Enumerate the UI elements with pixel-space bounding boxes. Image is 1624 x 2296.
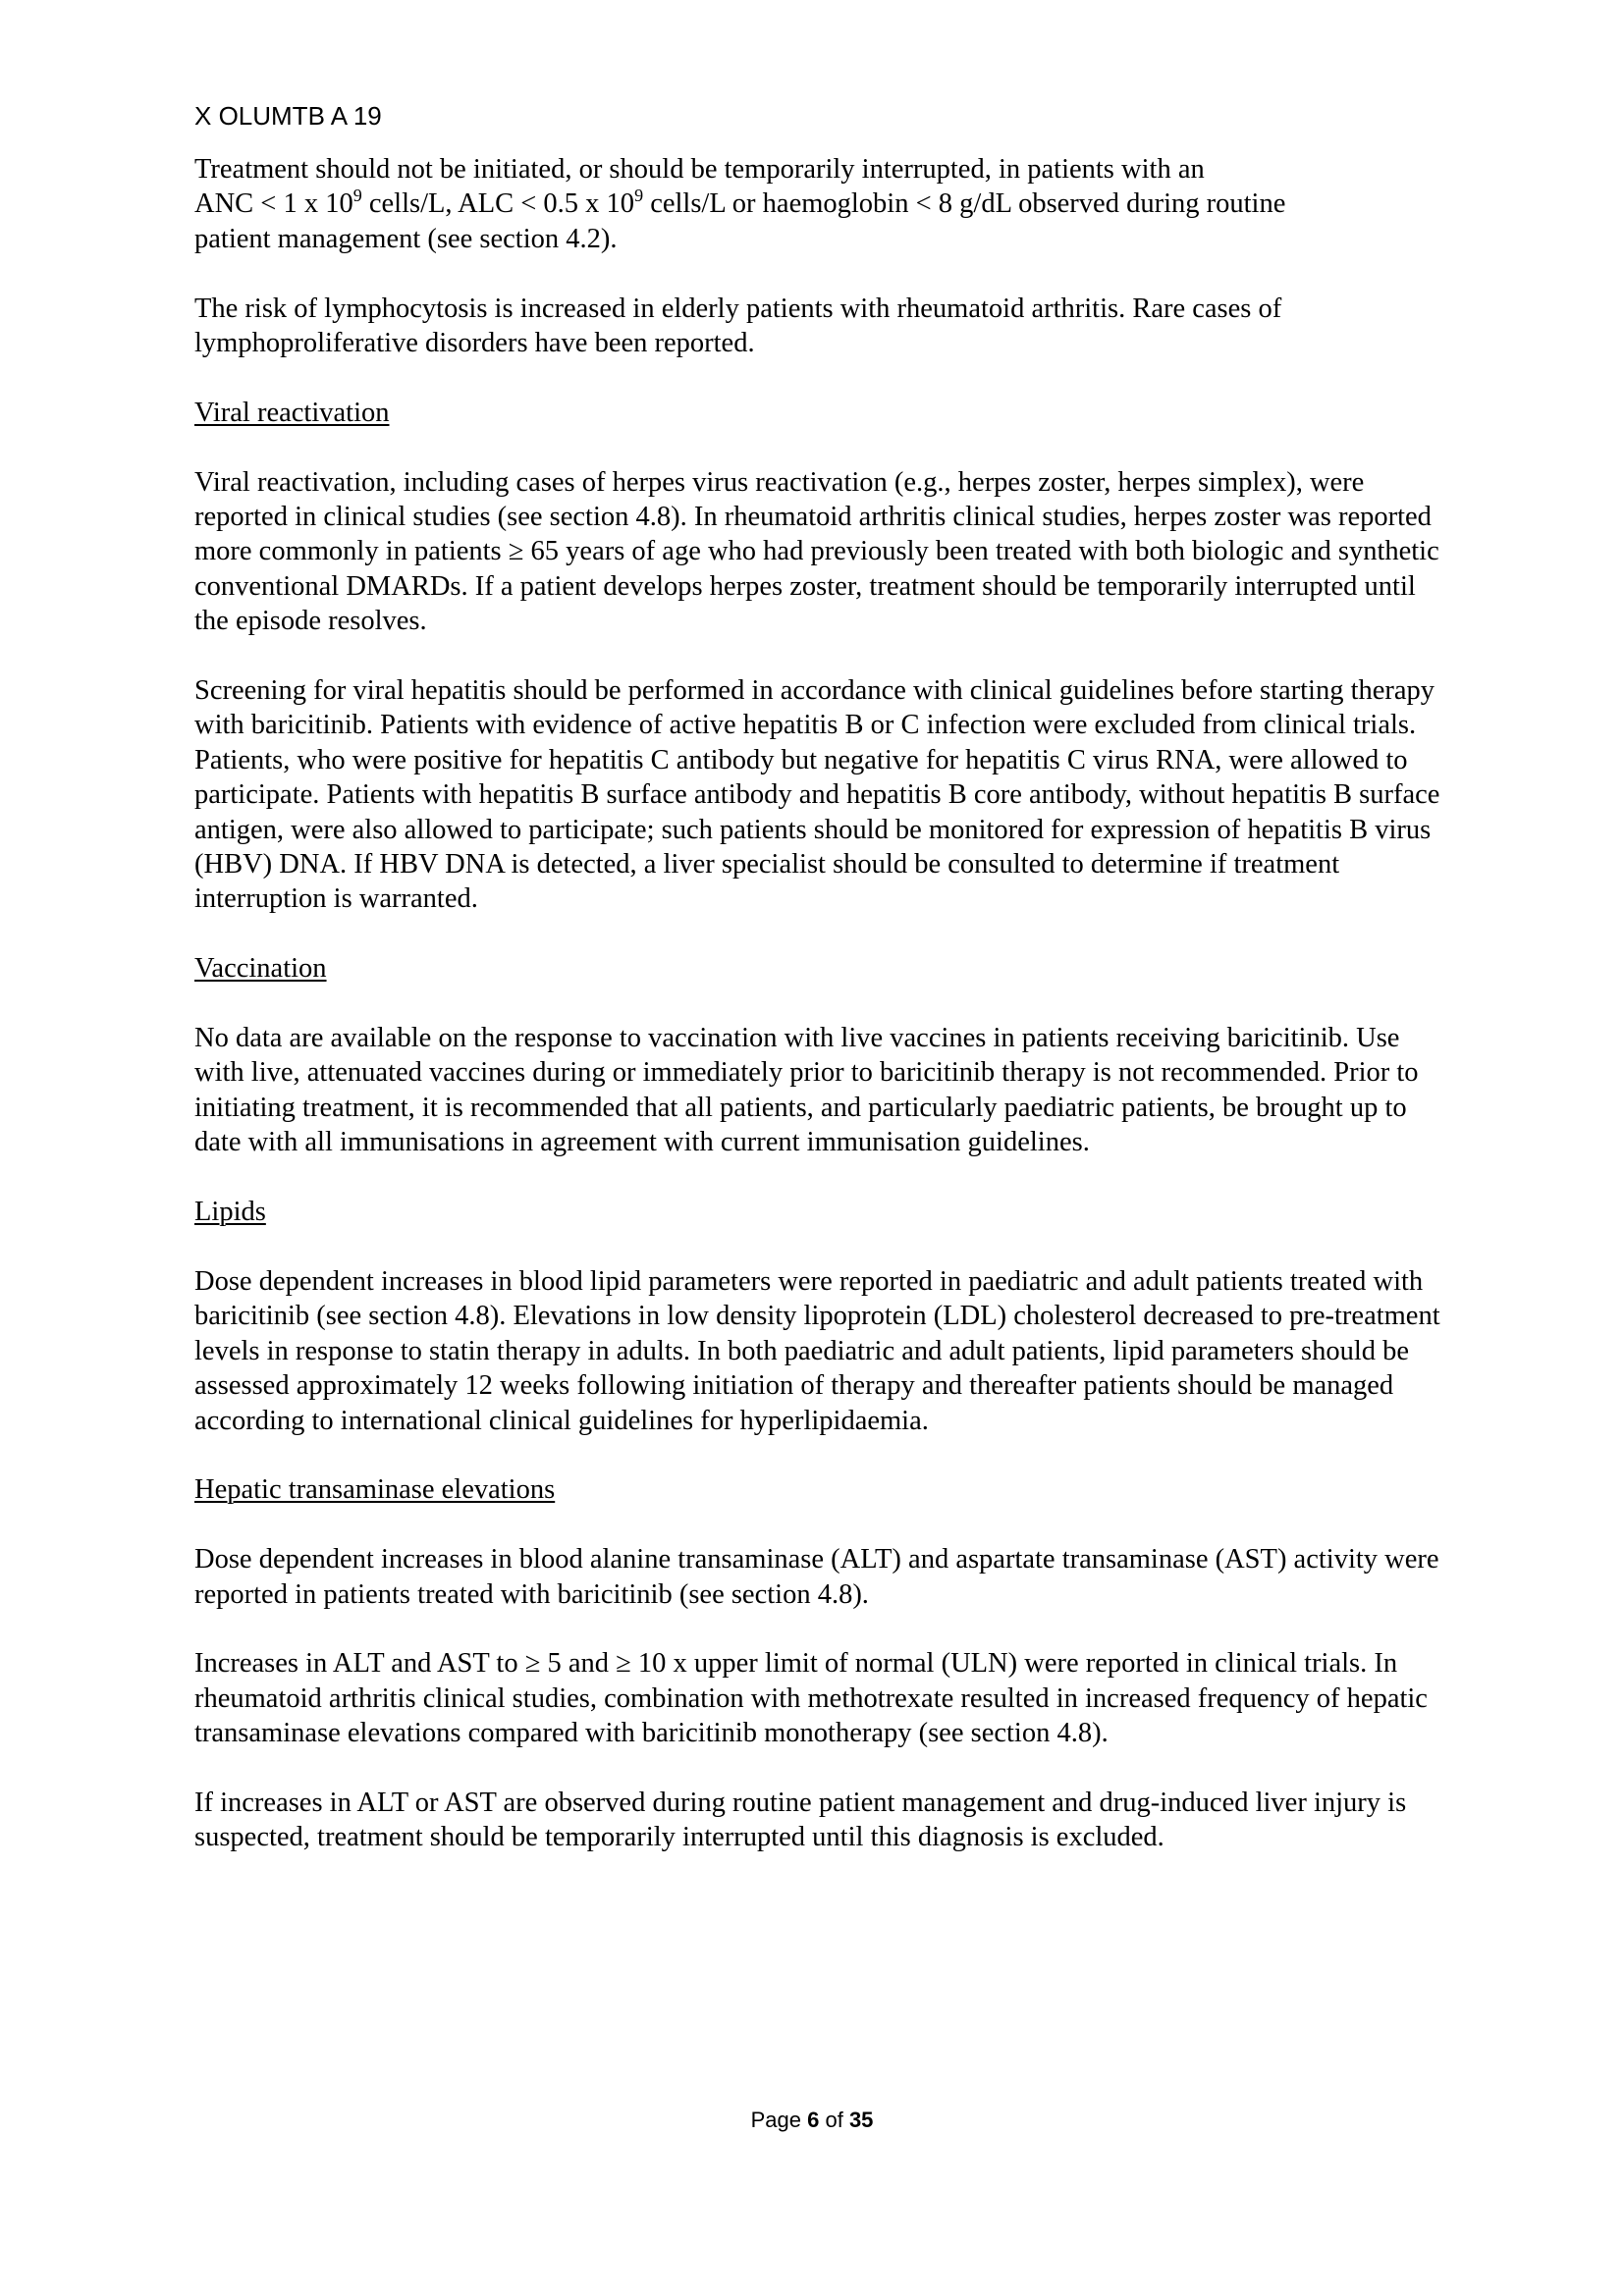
document-body bbox=[194, 152, 1441, 1855]
anc-exponent: 9 bbox=[352, 186, 362, 206]
page-word: Page bbox=[750, 2108, 801, 2132]
page-number-footer bbox=[0, 2107, 1624, 2134]
paragraph-line: patient management (see section 4.2). bbox=[194, 223, 618, 254]
anc-text: ANC < 1 x 10 bbox=[194, 188, 353, 220]
paragraph-treatment-initiation bbox=[194, 152, 1441, 256]
paragraph-vaccination: No data are available on the response to vaccination with live vaccines in patients receiving baricitinib. Use with live, attenuated vaccines during or immediately prior to baricitinib therapy is not recommended. Prior to initiating treatment, it is recommended that all patients, and particularly paediatric patients, be brought up to date with all immunisations in agreement with current immunisation guidelines. bbox=[194, 1023, 1419, 1158]
paragraph-lipids: Dose dependent increases in blood lipid parameters were reported in paediatric and adult patients treated with baricitinib (see section 4.8). Elevations in low density lipoprotein (LDL) cholesterol decreased to pre-treatment levels in response to statin therapy in adults. In both paediatric and adult patients, lipid parameters should be assessed approximately 12 weeks following initiation of therapy and thereafter patients should be managed according to international clinical guidelines for hyperlipidaemia. bbox=[194, 1265, 1440, 1436]
paragraph-lymphocytosis: The risk of lymphocytosis is increased in elderly patients with rheumatoid arthritis. Rare cases of lymphoproliferative disorders have been reported. bbox=[194, 293, 1282, 359]
heading-viral-reactivation: Viral reactivation bbox=[194, 397, 390, 428]
paragraph-viral-reactivation: Viral reactivation, including cases of herpes virus reactivation (e.g., herpes zoster, herpes simplex), were reported in clinical studies (see section 4.8). In rheumatoid arthritis clinical studies, herpes zoster was reported more commonly in patients ≥ 65 years of age who had previously been treated with both biologic and synthetic conventional DMARDs. If a patient develops herpes zoster, treatment should be temporarily interrupted until the episode resolves. bbox=[194, 466, 1439, 637]
heading-lipids: Lipids bbox=[194, 1197, 266, 1228]
alc-text: cells/L, ALC < 0.5 x 10 bbox=[361, 188, 635, 220]
paragraph-alt-ast-uln: Increases in ALT and AST to ≥ 5 and ≥ 10 x upper limit of normal (ULN) were reported in clinical trials. In rheumatoid arthritis clinical studies, combination with methotrexate resulted in increased frequency of hepatic transaminase elevations compared with baricitinib monotherapy (see section 4.8). bbox=[194, 1648, 1428, 1749]
haemoglobin-text: cells/L or haemoglobin < 8 g/dL observed during routine bbox=[643, 188, 1286, 220]
paragraph-viral-hepatitis: Screening for viral hepatitis should be performed in accordance with clinical guidelines before starting therapy with baricitinib. Patients with evidence of active hepatitis B or C infection were excluded from clinical trials. Patients, who were positive for hepatitis C antibody but negative for hepatitis C virus RNA, were allowed to participate. Patients with hepatitis B surface antibody and hepatitis B core antibody, without hepatitis B surface antigen, were also allowed to participate; such patients should be monitored for expression of hepatitis B virus (HBV) DNA. If HBV DNA is detected, a liver specialist should be consulted to determine if treatment interruption is warranted. bbox=[194, 675, 1440, 915]
of-word: of bbox=[825, 2108, 843, 2132]
paragraph-hepatic-increases: Dose dependent increases in blood alanine transaminase (ALT) and aspartate transaminase (AST) activity were reported in patients treated with baricitinib (see section 4.8). bbox=[194, 1544, 1439, 1610]
heading-vaccination: Vaccination bbox=[194, 953, 327, 985]
page-total: 35 bbox=[848, 2108, 874, 2132]
paragraph-line: Treatment should not be initiated, or should be temporarily interrupted, in patients with an bbox=[194, 154, 1205, 185]
document-id-header: X OLUMTB A 19 bbox=[194, 101, 382, 131]
paragraph-liver-injury: If increases in ALT or AST are observed during routine patient management and drug-induced liver injury is suspected, treatment should be temporarily interrupted until this diagnosis is excluded. bbox=[194, 1787, 1407, 1853]
page-current: 6 bbox=[807, 2108, 820, 2132]
alc-exponent: 9 bbox=[634, 186, 644, 206]
heading-hepatic-transaminase: Hepatic transaminase elevations bbox=[194, 1474, 556, 1506]
